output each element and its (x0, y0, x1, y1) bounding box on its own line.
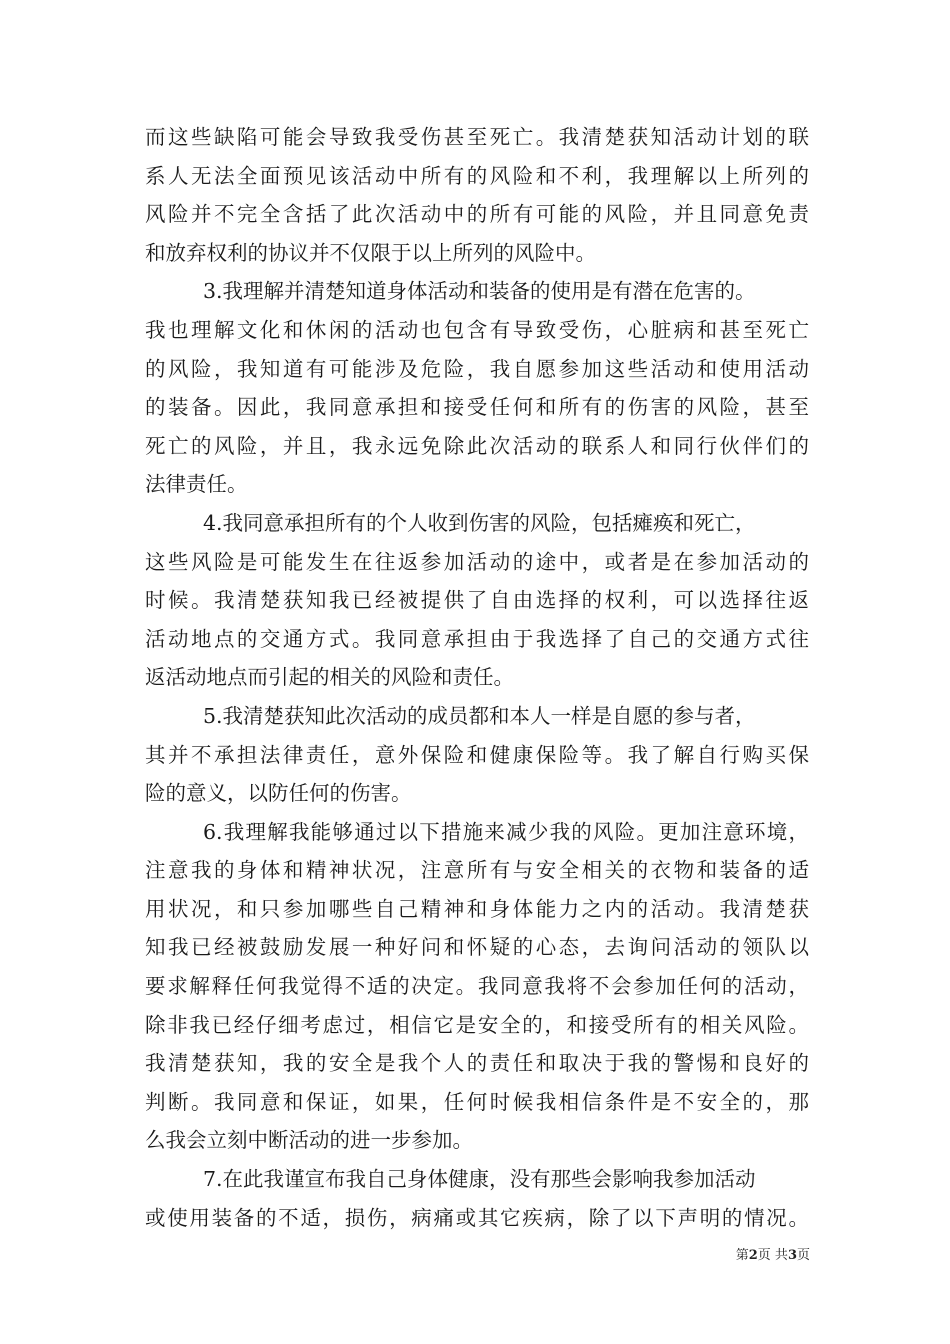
page-number-footer (700, 1247, 810, 1265)
text-line: 死亡的风险，并且，我永远免除此次活动的联系人和同行伙伴们的 (145, 433, 809, 458)
text-line: 知我已经被鼓励发展一种好问和怀疑的心态，去询问活动的领队以 (145, 935, 809, 960)
paragraph-item-7 (145, 1160, 809, 1237)
paragraph-item-3 (145, 272, 809, 504)
text-line: 判断。我同意和保证，如果，任何时候我相信条件是不安全的，那 (145, 1089, 809, 1114)
paragraph-item-5 (145, 697, 809, 813)
text-line: 我也理解文化和休闲的活动也包含有导致受伤，心脏病和甚至死亡 (145, 317, 809, 342)
footer-suffix: 页 (796, 1248, 810, 1263)
text-line: 和放弃权利的协议并不仅限于以上所列的风险中。 (145, 240, 596, 265)
footer-prefix: 第 (735, 1248, 749, 1263)
current-page-number: 2 (748, 1248, 758, 1263)
text-line: 的风险，我知道有可能涉及危险，我自愿参加这些活动和使用活动 (145, 356, 809, 381)
text-line: 要求解释任何我觉得不适的决定。我同意我将不会参加任何的活动， (145, 974, 809, 999)
paragraph-item-4 (145, 504, 809, 697)
text-line: 或使用装备的不适，损伤，病痛或其它疾病，除了以下声明的情况。 (145, 1205, 809, 1230)
text-line: 时候。我清楚获知我已经被提供了自由选择的权利，可以选择往返 (145, 588, 809, 613)
text-line: 3.我理解并清楚知道身体活动和装备的使用是有潜在危害的。 (203, 279, 756, 304)
text-line: 我清楚获知，我的安全是我个人的责任和取决于我的警惕和良好的 (145, 1051, 809, 1076)
text-line: 而这些缺陷可能会导致我受伤甚至死亡。我清楚获知活动计划的联 (145, 125, 809, 149)
text-line: 返活动地点而引起的相关的风险和责任。 (145, 665, 514, 690)
text-line: 活动地点的交通方式。我同意承担由于我选择了自己的交通方式往 (145, 626, 809, 651)
text-line: 险的意义，以防任何的伤害。 (145, 781, 412, 806)
text-line: 么我会立刻中断活动的进一步参加。 (145, 1128, 473, 1153)
total-pages-number: 3 (787, 1248, 797, 1263)
text-line: 用状况，和只参加哪些自己精神和身体能力之内的活动。我清楚获 (145, 896, 809, 921)
text-line: 除非我已经仔细考虑过，相信它是安全的，和接受所有的相关风险。 (145, 1012, 809, 1037)
document-body (145, 118, 809, 1237)
text-line: 这些风险是可能发生在往返参加活动的途中，或者是在参加活动的 (145, 549, 809, 574)
text-line: 7.在此我谨宣布我自己身体健康，没有那些会影响我参加活动 (203, 1167, 756, 1192)
text-line: 系人无法全面预见该活动中所有的风险和不利，我理解以上所列的 (145, 163, 809, 188)
text-line: 的装备。因此，我同意承担和接受任何和所有的伤害的风险，甚至 (145, 395, 809, 420)
text-line: 6.我理解我能够通过以下措施来减少我的风险。更加注意环境， (203, 819, 809, 844)
text-line: 法律责任。 (145, 472, 248, 497)
text-line: 其并不承担法律责任，意外保险和健康保险等。我了解自行购买保 (145, 742, 809, 767)
paragraph-continuation (145, 118, 809, 272)
text-line: 注意我的身体和精神状况，注意所有与安全相关的衣物和装备的适 (145, 858, 809, 883)
text-line: 5.我清楚获知此次活动的成员都和本人一样是自愿的参与者， (203, 703, 756, 728)
text-line: 风险并不完全含括了此次活动中的所有可能的风险，并且同意免责 (145, 202, 809, 227)
paragraph-item-6 (145, 813, 809, 1160)
text-line: 4.我同意承担所有的个人收到伤害的风险，包括瘫痪和死亡， (203, 510, 756, 535)
footer-middle: 页 共 (757, 1248, 788, 1263)
